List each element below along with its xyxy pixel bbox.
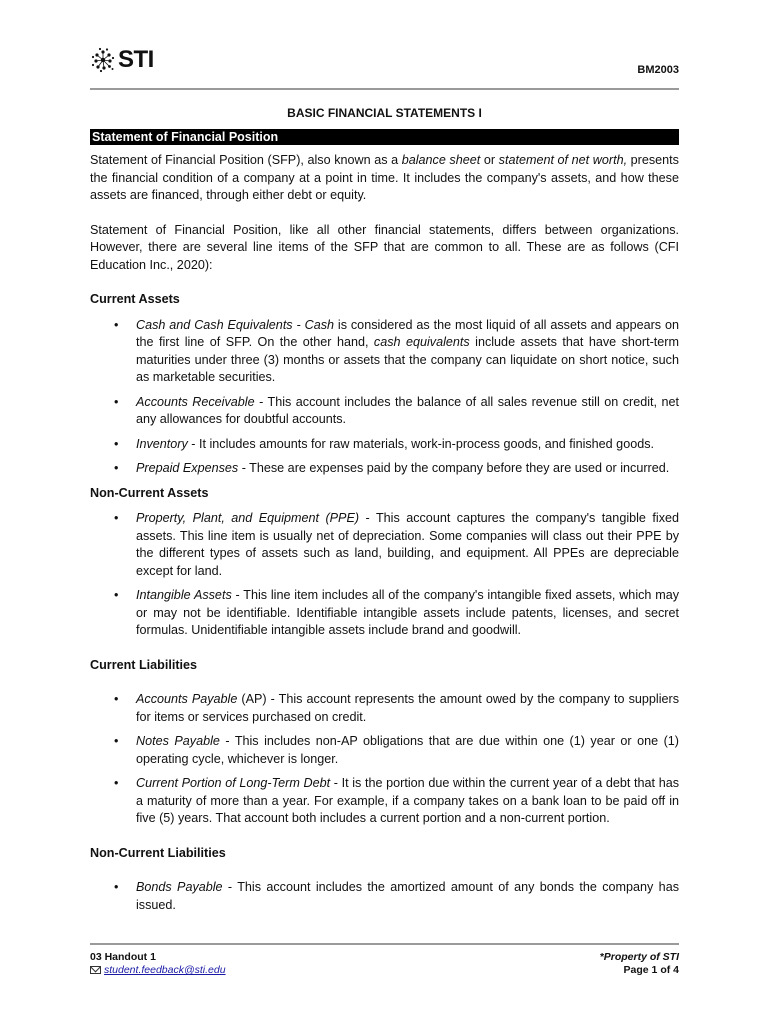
bullet-icon: • <box>114 436 119 451</box>
list-item <box>90 775 679 828</box>
item-term: Notes Payable <box>136 734 220 748</box>
intro-paragraph-2: Statement of Financial Position, like all other financial statements, differs between organizations. However, there are several line items of the SFP that are common to all. These are as follows (CFI Education Inc., 2020): <box>90 222 679 272</box>
bullet-icon: • <box>114 394 119 409</box>
list-item <box>90 394 679 429</box>
footer-right <box>600 951 679 977</box>
intro-text: Statement of Financial Position (SFP), also known as a <box>90 153 402 167</box>
list-item <box>90 587 679 640</box>
bullet-icon: • <box>114 588 119 602</box>
bullet-icon: • <box>114 461 119 475</box>
intro-term-net-worth: statement of net worth, <box>498 153 628 167</box>
item-term: Bonds Payable <box>136 880 223 894</box>
footer-divider <box>90 943 679 945</box>
item-term: Property, Plant, and Equipment (PPE) <box>136 511 360 525</box>
item-text: - This account includes the amortized amount of any bonds the company has issued. <box>136 880 679 912</box>
document-body <box>90 152 679 921</box>
list-item <box>90 460 679 478</box>
item-text: - It includes amounts for raw materials, work-in-process goods, and finished goods. <box>187 436 654 451</box>
property-notice: *Property of STI <box>599 951 679 963</box>
item-term: Accounts Receivable <box>136 394 255 409</box>
bullet-icon: • <box>114 317 119 332</box>
header-divider <box>90 88 679 90</box>
item-text: is considered as the most liquid of all assets and appears on the first line of SFP. On the other hand, <box>136 317 679 349</box>
section-heading: Statement of Financial Position <box>90 129 679 145</box>
heading-current-liabilities: Current Liabilities <box>90 657 198 672</box>
intro-term-balance-sheet: balance sheet <box>401 153 481 167</box>
logo-text: STI <box>118 46 154 73</box>
item-term: Prepaid Expenses <box>136 461 239 475</box>
current-liabilities-list <box>90 691 679 828</box>
document-code: BM2003 <box>637 64 679 76</box>
intro-paragraph-1 <box>90 152 679 205</box>
bullet-icon: • <box>114 880 119 894</box>
item-text: - This line item includes all of the company's intangible fixed assets, which may or may not be identifiable. Identifiable intangible assets include patents, licenses, and secret formulas. Unidentifiable intangible assets include brand and goodwill. <box>136 588 679 637</box>
heading-current-assets: Current Assets <box>90 292 180 306</box>
page-number: Page 1 of 4 <box>623 964 679 976</box>
item-term: Cash and Cash Equivalents - Cash <box>136 317 334 332</box>
globe-icon <box>90 47 116 73</box>
item-term: Current Portion of Long-Term Debt <box>136 776 331 790</box>
heading-non-current-liabilities: Non-Current Liabilities <box>90 845 226 860</box>
sti-logo <box>90 46 154 74</box>
list-item <box>90 436 679 454</box>
item-term: Inventory <box>136 436 188 451</box>
item-text: - This account captures the company's tangible fixed assets. This line item is usually net of depreciation. Some companies will class out their PPE by the different types of assets such as land, building, and equipment. All PPEs are depreciable except for land. <box>136 511 679 578</box>
bullet-icon: • <box>114 692 119 706</box>
bullet-icon: • <box>114 511 119 525</box>
envelope-icon <box>90 966 101 974</box>
item-text: - This account includes the balance of all sales revenue still on credit, net any allowances for doubtful accounts. <box>136 394 679 426</box>
item-text: (AP) - This account represents the amount owed by the company to suppliers for items or services purchased on credit. <box>136 692 679 724</box>
bullet-icon: • <box>114 734 119 748</box>
intro-text: or <box>480 153 499 167</box>
item-term: Intangible Assets <box>136 588 232 602</box>
current-assets-list <box>90 317 679 478</box>
bullet-icon: • <box>114 776 119 790</box>
non-current-liabilities-list <box>90 879 679 914</box>
non-current-assets-list <box>90 510 679 640</box>
list-item <box>90 510 679 580</box>
item-text: include assets that have short-term maturities under three (3) months or assets that the company can liquidate on short notice, such as marketable securities. <box>136 335 679 384</box>
list-item <box>90 691 679 726</box>
feedback-contact <box>90 964 226 977</box>
heading-non-current-assets: Non-Current Assets <box>90 485 209 500</box>
intro-text: presents the financial condition of a company at a point in time. It includes the company's assets, and how these assets are financed, through either debt or equity. <box>90 153 679 202</box>
list-item <box>90 879 679 914</box>
item-text: - This includes non-AP obligations that are due within one (1) year or one (1) operating cycle, whichever is longer. <box>136 734 679 766</box>
page-header <box>90 44 679 88</box>
item-text: - These are expenses paid by the company before they are used or incurred. <box>238 461 670 475</box>
document-title: BASIC FINANCIAL STATEMENTS I <box>287 106 482 120</box>
item-term: Accounts Payable <box>136 692 238 706</box>
list-item <box>90 317 679 387</box>
item-term: cash equivalents <box>373 335 470 349</box>
item-text: - It is the portion due within the current year of a debt that has a maturity of more than a year. For example, if a company takes on a bank loan to be paid off in five (5) years. That account both includes a current portion and a non-current portion. <box>136 776 679 825</box>
list-item <box>90 733 679 768</box>
footer-left <box>90 951 226 977</box>
handout-label: 03 Handout 1 <box>90 951 156 963</box>
feedback-email-link[interactable]: student.feedback@sti.edu <box>104 964 226 976</box>
